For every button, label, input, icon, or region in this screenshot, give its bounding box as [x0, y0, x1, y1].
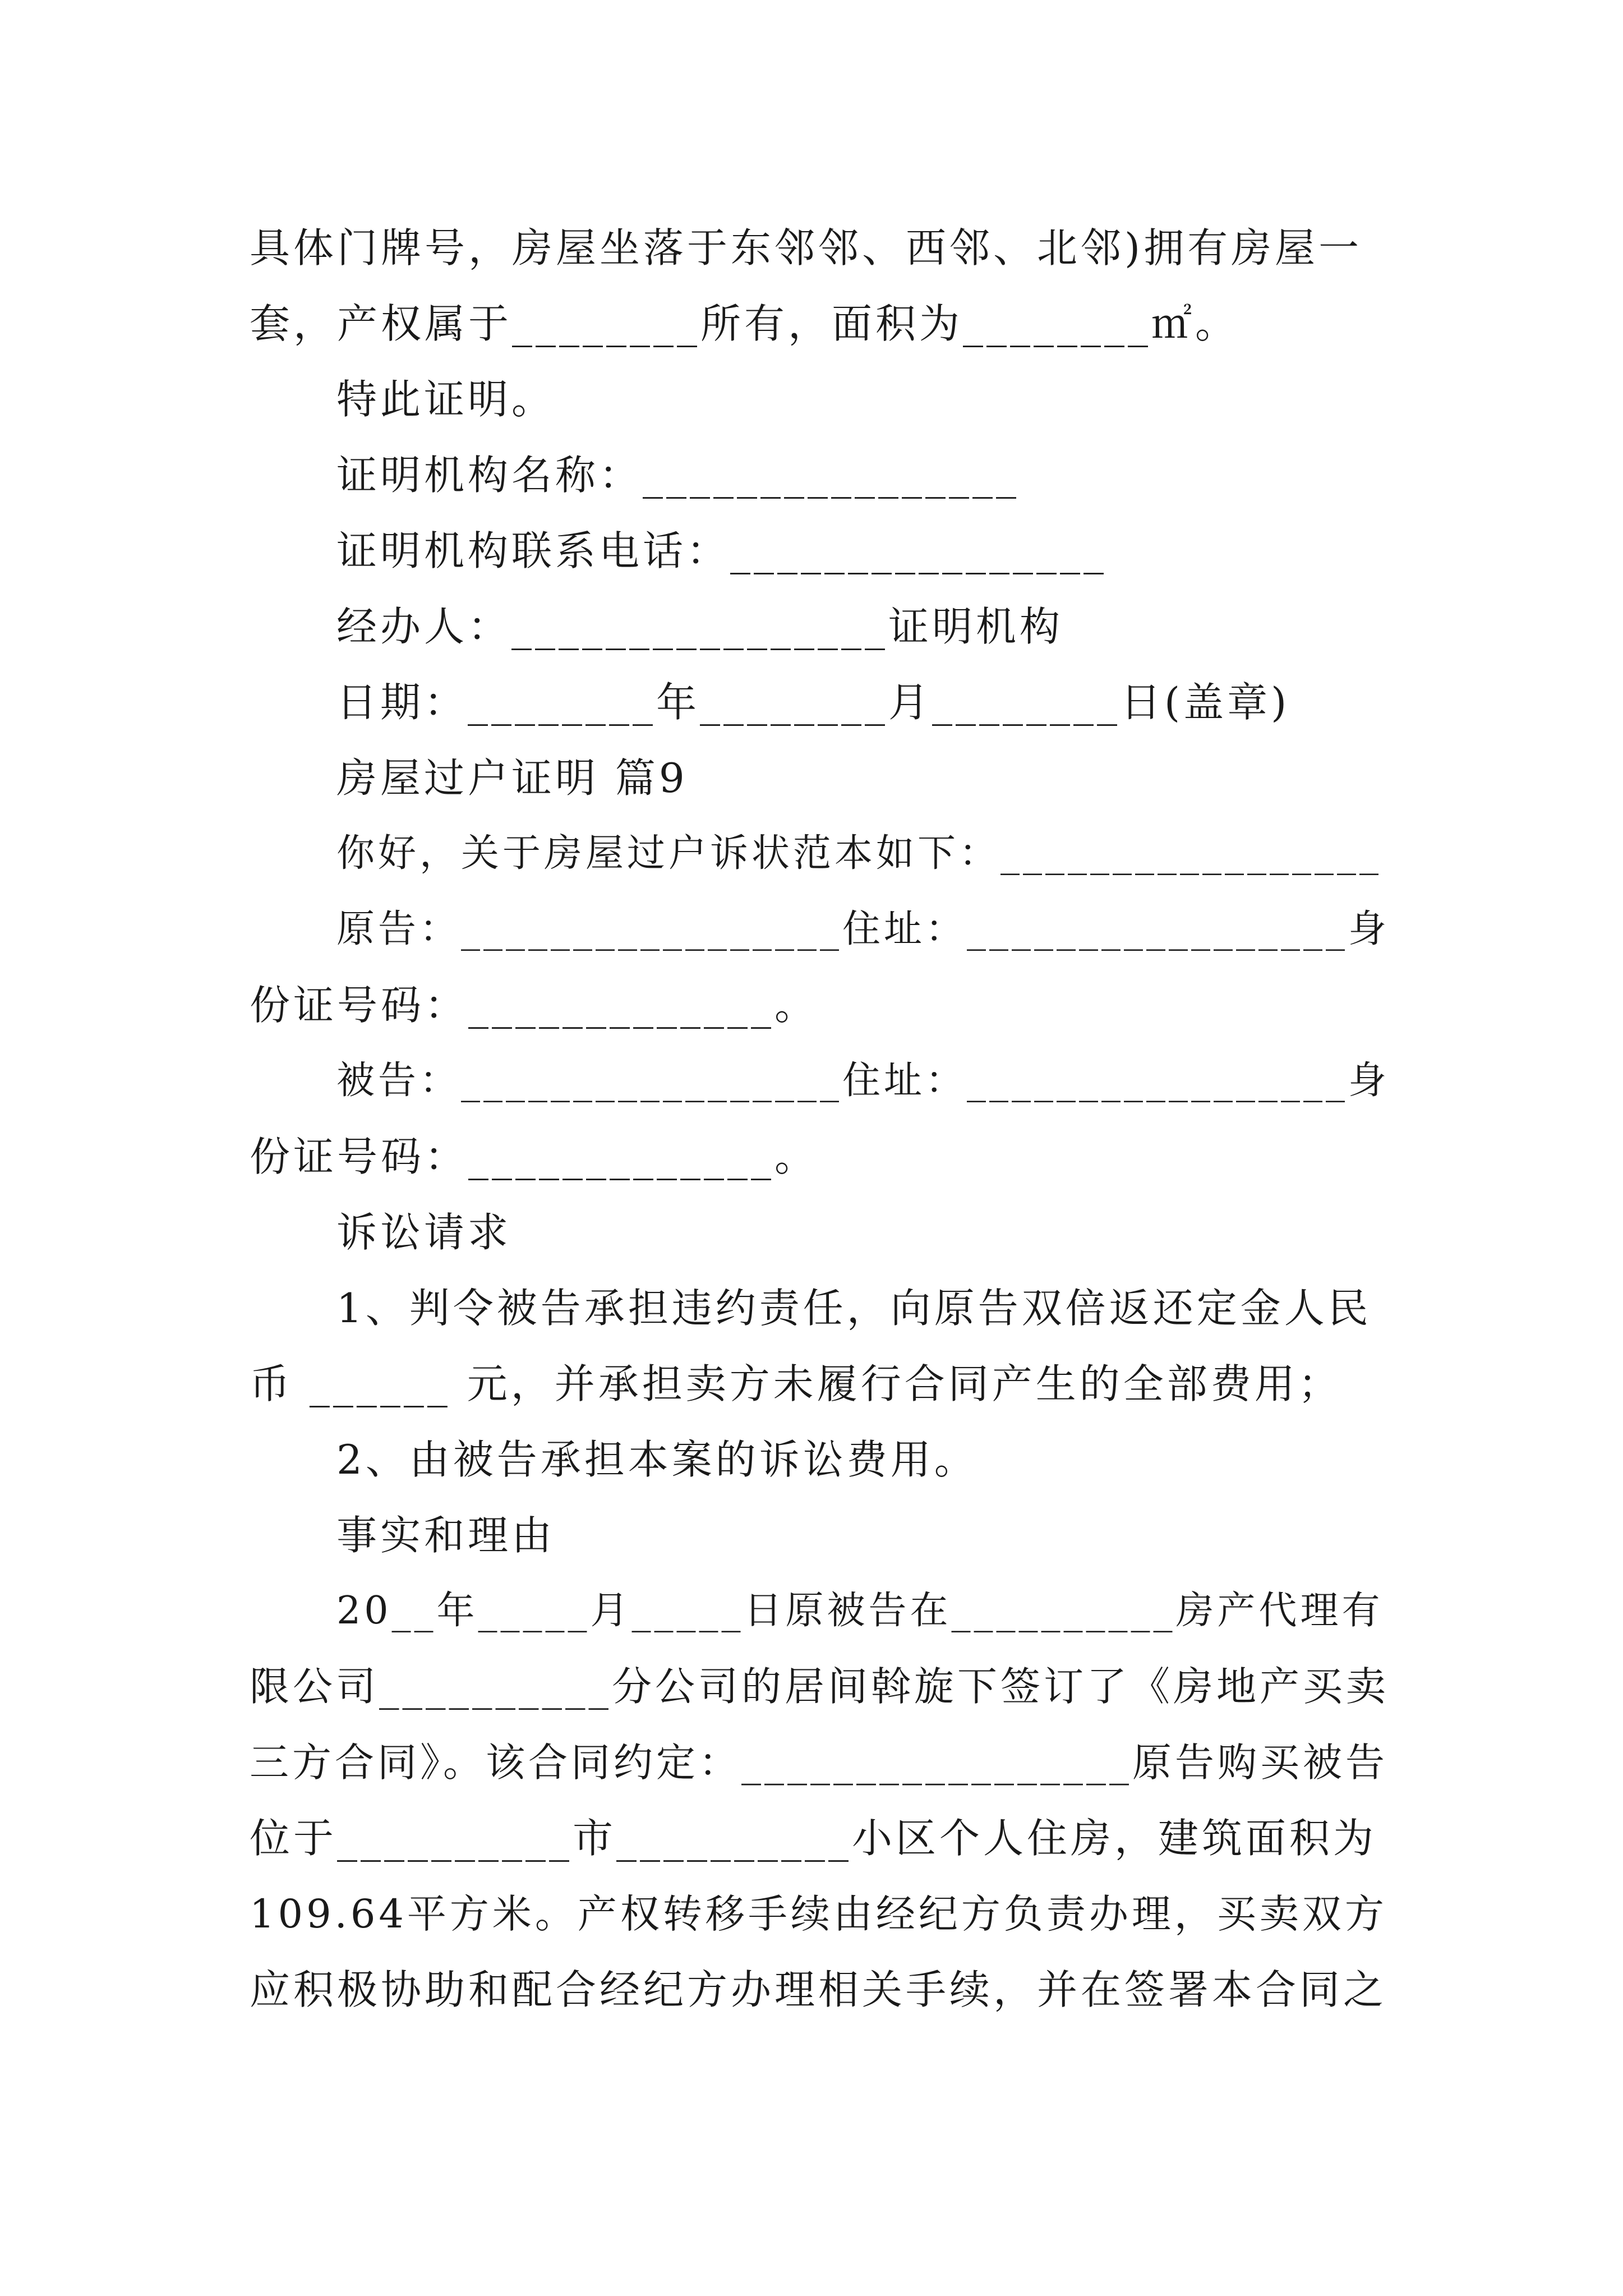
text-line: 限公司__________分公司的居间斡旋下签订了《房地产买卖: [250, 1663, 1390, 1710]
text-line: 日期：________年________月________日(盖章): [336, 679, 1290, 726]
text-line: 份证号码：_____________。: [250, 982, 819, 1029]
text-line: 原告：_________________住址：_________________身: [336, 907, 1390, 951]
text-line: 币 ______ 元，并承担卖方未履行合同产生的全部费用；: [250, 1360, 1342, 1407]
text-line: 特此证明。: [336, 376, 556, 423]
text-line: 20__年_____月_____日原被告在__________房产代理有: [336, 1589, 1384, 1633]
section-heading: 房屋过户证明 篇9: [336, 754, 688, 802]
text-line: 证明机构联系电话：________________: [336, 527, 1108, 574]
text-line: 具体门牌号，房屋坐落于东邻邻、西邻、北邻)拥有房屋一: [250, 224, 1363, 272]
text-line: 1、判令被告承担违约责任，向原告双倍返还定金人民: [336, 1285, 1372, 1332]
text-line: 被告：_________________住址：_________________身: [336, 1059, 1390, 1103]
text-line: 经办人：________________证明机构: [336, 603, 1064, 650]
section-heading: 诉讼请求: [336, 1209, 512, 1256]
text-line: 位于__________市__________小区个人住房，建筑面积为: [250, 1815, 1377, 1862]
section-heading: 事实和理由: [336, 1512, 556, 1559]
text-line: 份证号码：_____________。: [250, 1133, 819, 1180]
text-line: 套，产权属于________所有，面积为________㎡。: [250, 300, 1239, 347]
text-line: 你好，关于房屋过户诉状范本如下：_________________: [336, 831, 1382, 876]
text-line: 证明机构名称：________________: [336, 452, 1020, 499]
text-line: 2、由被告承担本案的诉讼费用。: [336, 1436, 978, 1483]
text-line: 109.64平方米。产权转移手续由经纪方负责办理，买卖双方: [250, 1891, 1387, 1937]
text-line: 应积极协助和配合经纪方办理相关手续，并在签署本合同之: [250, 1966, 1387, 2013]
text-line: 三方合同》。该合同约定：_________________原告购买被告: [250, 1740, 1388, 1786]
